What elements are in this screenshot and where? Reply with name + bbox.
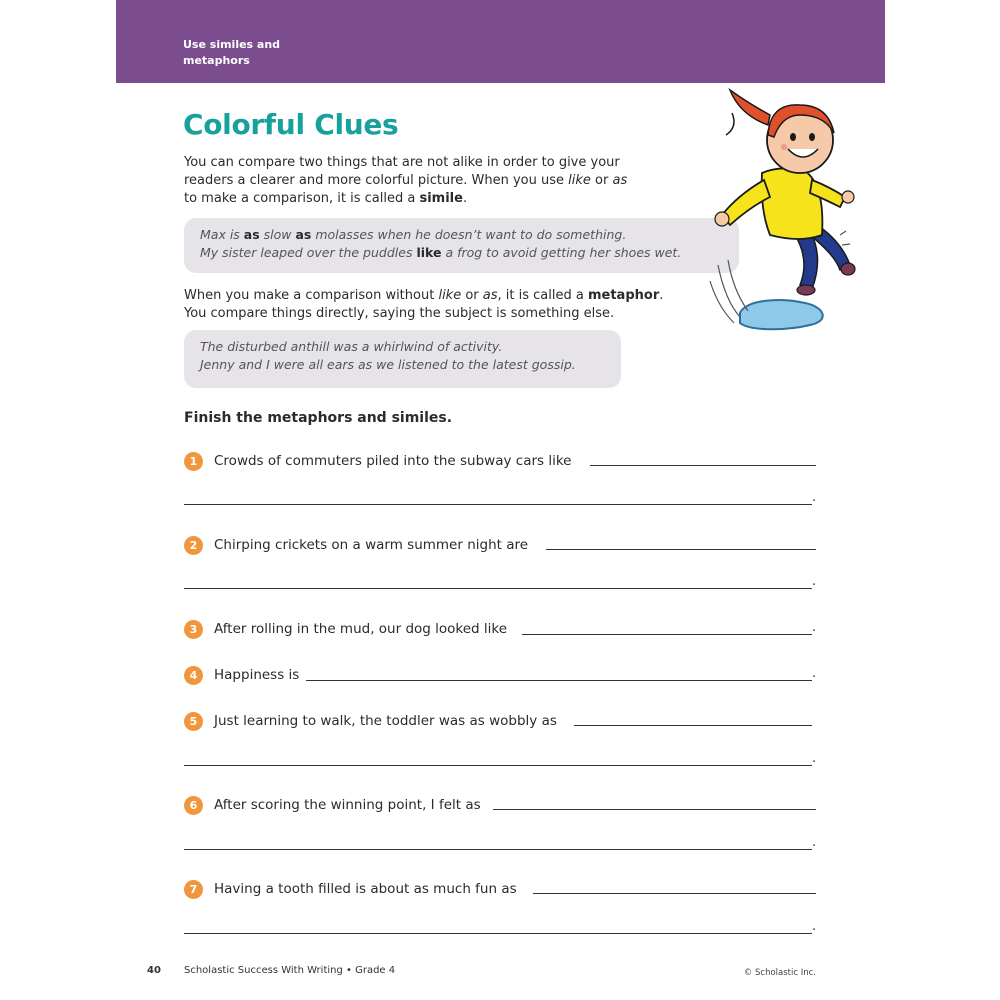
skill-label-line1: Use similes and — [183, 38, 281, 51]
metaphor-line2: You compare things directly, saying the subject is something else. — [184, 306, 615, 321]
answer-line[interactable] — [184, 765, 812, 766]
question-text: After rolling in the mud, our dog looked like — [214, 621, 508, 637]
metaphor-paragraph — [184, 287, 663, 323]
book-title: Scholastic Success With Writing • Grade 4 — [184, 965, 396, 976]
answer-line[interactable] — [546, 549, 816, 550]
question-number-badge: 3 — [184, 620, 203, 639]
girl-jumping-puddle-illustration — [700, 85, 865, 335]
simile-example-1: Max is as slow as molasses when he doesn’t want to do something. — [200, 227, 627, 242]
simile-example-2: My sister leaped over the puddles like a frog to avoid getting her shoes wet. — [200, 245, 682, 260]
page-title: Colorful Clues — [183, 108, 399, 141]
question-text: Having a tooth filled is about as much fun as — [214, 881, 517, 897]
answer-line[interactable] — [590, 465, 816, 466]
intro-line1: You can compare two things that are not alike in order to give your — [184, 155, 620, 170]
simile-example-box — [184, 218, 739, 273]
answer-line[interactable] — [493, 809, 816, 810]
question-number-badge: 6 — [184, 796, 203, 815]
question-3 — [184, 620, 817, 642]
metaphor-example-box — [184, 330, 621, 388]
metaphor-line1: When you make a comparison without like or as, it is called a metaphor. — [184, 288, 664, 303]
answer-line[interactable] — [184, 849, 812, 850]
skill-label — [183, 37, 280, 69]
answer-line[interactable] — [533, 893, 816, 894]
page-number: 40 — [147, 965, 161, 976]
answer-line[interactable] — [306, 680, 812, 681]
question-text: Happiness is — [214, 667, 300, 683]
answer-line[interactable] — [574, 725, 812, 726]
intro-line3: to make a comparison, it is called a simile. — [184, 191, 468, 206]
line-period: . — [812, 666, 817, 681]
question-number-badge: 1 — [184, 452, 203, 471]
question-number-badge: 7 — [184, 880, 203, 899]
question-text: After scoring the winning point, I felt as — [214, 797, 481, 813]
question-text: Crowds of commuters piled into the subway cars like — [214, 453, 572, 469]
line-period: . — [812, 751, 817, 766]
metaphor-example-1: The disturbed anthill was a whirlwind of activity. — [200, 339, 503, 354]
intro-paragraph — [184, 154, 627, 208]
answer-line[interactable] — [184, 504, 812, 505]
question-text: Chirping crickets on a warm summer night are — [214, 537, 529, 553]
instructions-heading: Finish the metaphors and similes. — [184, 410, 453, 426]
line-period: . — [812, 620, 817, 635]
answer-line[interactable] — [184, 588, 812, 589]
question-2 — [184, 536, 817, 558]
question-1 — [184, 452, 817, 474]
question-4 — [184, 666, 817, 688]
skill-label-line2: metaphors — [183, 54, 250, 67]
metaphor-example-2: Jenny and I were all ears as we listened to the latest gossip. — [200, 357, 576, 372]
question-number-badge: 2 — [184, 536, 203, 555]
line-period: . — [812, 835, 817, 850]
question-5 — [184, 712, 817, 734]
answer-line[interactable] — [184, 933, 812, 934]
copyright: © Scholastic Inc. — [743, 968, 816, 978]
question-number-badge: 5 — [184, 712, 203, 731]
line-period: . — [812, 919, 817, 934]
intro-line2: readers a clearer and more colorful picture. When you use like or as — [184, 173, 628, 188]
question-6 — [184, 796, 817, 818]
line-period: . — [812, 490, 817, 505]
line-period: . — [812, 574, 817, 589]
question-text: Just learning to walk, the toddler was as wobbly as — [214, 713, 557, 729]
answer-line[interactable] — [522, 634, 812, 635]
question-number-badge: 4 — [184, 666, 203, 685]
question-7 — [184, 880, 817, 902]
header-band — [116, 0, 885, 83]
